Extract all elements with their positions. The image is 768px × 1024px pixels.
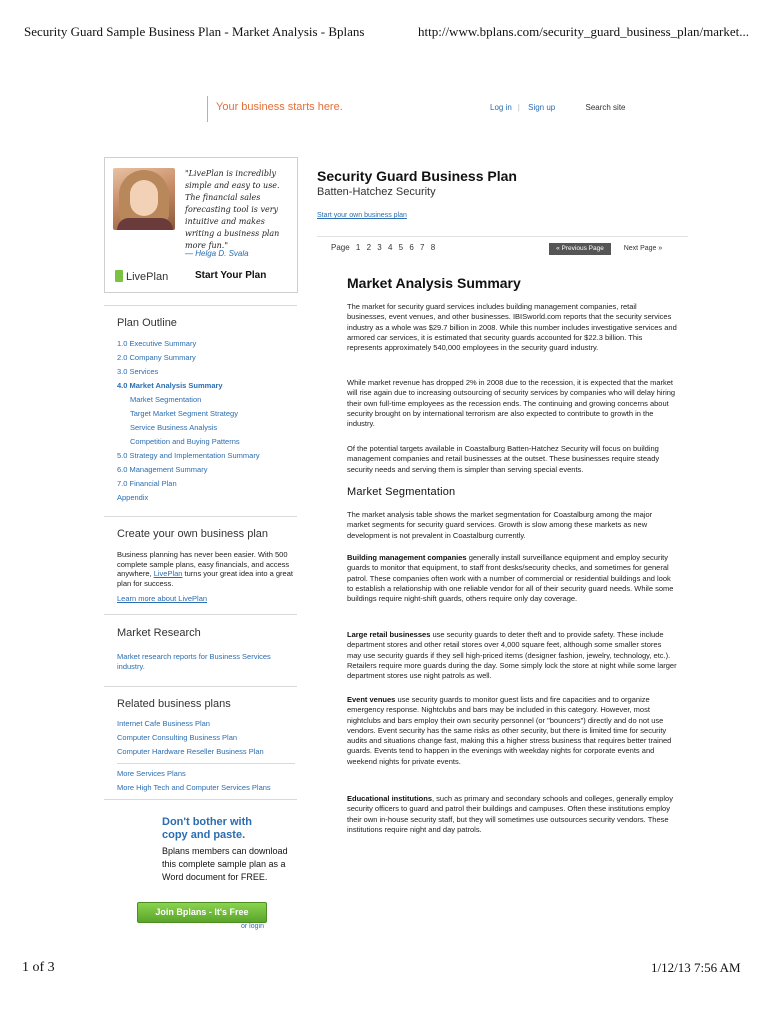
join-bplans-button[interactable]: Join Bplans - It's Free: [137, 902, 267, 923]
page-link-1[interactable]: 1: [355, 243, 361, 252]
plan-outline-heading: Plan Outline: [117, 317, 177, 329]
liveplan-logo-icon: [115, 270, 123, 282]
segment-text: use security guards to monitor guest lists and fire capacities and to organize emergency response. Nightclubs and bars may be included in this category. However, most nightclubs and bars employ their own security personnel (or "bouncers") directly and do not use vendors. Event security has the same risks as other security, but there is limited time for security audits and situations change fast, making this a higher stress business that requires better trained guards. Events tend to happen in the evenings with weekday nights for corporate events and weekend nights for private events.: [347, 695, 672, 766]
sidebar-divider: [104, 614, 297, 615]
link-separator: |: [517, 103, 520, 112]
pager-divider: [317, 236, 688, 237]
more-plans-link[interactable]: More Services Plans: [117, 769, 186, 778]
page-label: Page: [331, 243, 350, 252]
testimonial-author: — Helga D. Svala: [185, 249, 249, 258]
print-header-url: http://www.bplans.com/security_guard_business_plan/market...: [418, 24, 749, 39]
sidebar-divider: [104, 305, 297, 306]
sidebar-divider: [104, 686, 297, 687]
outline-item-company-summary[interactable]: 2.0 Company Summary: [117, 353, 196, 362]
outline-item-appendix[interactable]: Appendix: [117, 493, 149, 502]
segment-text: generally install surveillance equipment and employ security guards to monitor that equipment, to staff front desks/security checks, and sometimes for general patrol. These companies often work with a number of commercial or residential buildings and look to establish a relationship with one reliable vendor for all of their security guard needs. While some buildings require night-shift guards, others require only day coverage.: [347, 553, 674, 604]
paragraph: While market revenue has dropped 2% in 2008 due to the recession, it is expected that the market will rise again due to increasing outsourcing of security services by companies who will delay hiring their own full-time employees as the recession ends. The continuing and growing concerns about security brought on by international terrorism are also expected to contribute to growth in the industry.: [347, 378, 676, 429]
plan-title: Security Guard Business Plan: [317, 168, 517, 184]
liveplan-logo[interactable]: [115, 270, 168, 283]
promo-login-link[interactable]: or login: [241, 923, 264, 930]
page-link-3[interactable]: 3: [377, 243, 382, 252]
promo-body: Bplans members can download this complete sample plan as a Word document for FREE.: [162, 846, 288, 882]
segment-text: , such as primary and secondary schools and colleges, generally employ security officers to guard and patrol their buildings and campuses. Often these institutions employ their own in-house security staff, but they will sometimes use outsources security vendors. These institutions require night and day patrols.: [347, 794, 673, 834]
paragraph: The market analysis table shows the market segmentation for Coastalburg among the major market segments for security guard services. Growth is slow among these markets as new development is not prevalent in Coastalburg currently.: [347, 510, 653, 540]
segment-paragraph: [347, 553, 677, 604]
outline-item-services[interactable]: 3.0 Services: [117, 367, 159, 376]
page-link-5[interactable]: 5: [398, 243, 404, 252]
market-research-link[interactable]: Market research reports for Business Services industry.: [117, 652, 271, 671]
login-link[interactable]: Log in: [490, 103, 512, 112]
related-plan-link[interactable]: Internet Cafe Business Plan: [117, 719, 210, 728]
related-divider: [117, 763, 295, 764]
related-plans-list: [117, 717, 264, 759]
market-research-heading: Market Research: [117, 627, 201, 639]
search-input[interactable]: Search site: [585, 103, 626, 112]
page-link-8[interactable]: 8: [430, 243, 436, 252]
outline-item-market-segmentation[interactable]: Market Segmentation: [130, 395, 202, 404]
segment-paragraph: [347, 630, 677, 681]
segment-title: Event venues: [347, 695, 396, 704]
create-plan-text-start: Business planning has never been easier. With 500 complete sample plans, easy financials, and access anywhere,: [117, 550, 290, 578]
start-business-plan-link[interactable]: Start your own business plan: [317, 212, 407, 219]
site-tagline[interactable]: Your business starts here.: [216, 101, 343, 113]
account-links: [490, 103, 632, 112]
signup-link[interactable]: Sign up: [528, 103, 556, 112]
segment-title: Educational institutions: [347, 794, 433, 803]
segment-paragraph: [347, 695, 677, 767]
related-plan-link[interactable]: Computer Hardware Reseller Business Plan: [117, 747, 264, 756]
related-plans-heading: Related business plans: [117, 698, 231, 710]
sidebar-divider: [104, 799, 297, 800]
learn-more-liveplan-link[interactable]: Learn more about LivePlan: [117, 594, 208, 603]
related-plan-link[interactable]: Computer Consulting Business Plan: [117, 733, 238, 742]
brand-bar: [207, 96, 343, 122]
plan-outline-list: [117, 337, 260, 505]
page-link-4[interactable]: 4: [387, 243, 393, 252]
section-title: Market Analysis Summary: [347, 275, 521, 291]
liveplan-logo-text: LivePlan: [126, 271, 169, 283]
more-plans-list: [117, 767, 271, 795]
promo-heading: Don't bother with copy and paste.: [162, 816, 252, 841]
testimonial-quote: "LivePlan is incredibly simple and easy to use. The financial sales forecasting tool is very intuitive and makes writing a business plan more fun.": [185, 169, 280, 250]
liveplan-testimonial: [104, 157, 298, 293]
outline-item-competition[interactable]: Competition and Buying Patterns: [130, 437, 240, 446]
segment-paragraph: [347, 794, 677, 835]
segment-text: use security guards to deter theft and to provide safety. These include department stores and other retail stores over 4,000 square feet, although some smaller stores may use security guards if they sell high-priced items (designer fashion, jewelry, technology, etc.). Retailers require more guards during the day. Some simply lock the store at night while some larger department stores use night patrols as well.: [347, 630, 677, 681]
more-plans-link[interactable]: More High Tech and Computer Services Plans: [117, 783, 271, 792]
segment-title: Large retail businesses: [347, 630, 431, 639]
page-link-2[interactable]: 2: [366, 243, 372, 252]
create-plan-heading: Create your own business plan: [117, 528, 269, 540]
print-footer-page-count: 1 of 3: [22, 960, 55, 975]
outline-item-financial-plan[interactable]: 7.0 Financial Plan: [117, 479, 177, 488]
outline-item-target-market[interactable]: Target Market Segment Strategy: [130, 409, 238, 418]
sidebar-divider: [104, 516, 297, 517]
segment-title: Building management companies: [347, 553, 467, 562]
print-footer-timestamp: 1/12/13 7:56 AM: [651, 960, 741, 975]
plan-company-name: Batten-Hatchez Security: [317, 186, 436, 198]
liveplan-link[interactable]: LivePlan: [153, 569, 183, 578]
page-link-7[interactable]: 7: [420, 243, 425, 252]
previous-page-button[interactable]: « Previous Page: [549, 243, 611, 255]
print-header-title: Security Guard Sample Business Plan - Market Analysis - Bplans: [24, 24, 365, 39]
outline-item-market-analysis[interactable]: 4.0 Market Analysis Summary: [117, 381, 223, 390]
outline-item-executive-summary[interactable]: 1.0 Executive Summary: [117, 339, 197, 348]
create-plan-text-end: turns your great idea into a great plan for success.: [117, 569, 293, 588]
pagination: [331, 243, 435, 252]
outline-item-strategy[interactable]: 5.0 Strategy and Implementation Summary: [117, 451, 260, 460]
page-link-6[interactable]: 6: [409, 243, 414, 252]
paragraph: Of the potential targets available in Coastalburg Batten-Hatchez Security will focus on building management companies and retail businesses at the outset. These businesses require steady security needs and serving them is simpler than serving special events.: [347, 444, 660, 474]
testimonial-photo: [113, 168, 175, 230]
subsection-title: Market Segmentation: [347, 486, 456, 498]
start-your-plan-link[interactable]: Start Your Plan: [195, 270, 267, 281]
create-plan-text: [117, 550, 295, 588]
outline-item-service-analysis[interactable]: Service Business Analysis: [130, 423, 218, 432]
paragraph: The market for security guard services includes building management companies, retail businesses, event venues, and other businesses. IBISworld.com reports that the security services industry as a whole was $29.7 billion in 2008. While this number includes investigative services and armored car services, it is estimated that security guards accounted for $22.3 billion. This represents approximately 540,000 employees in the security guard industry.: [347, 302, 677, 353]
outline-item-management[interactable]: 6.0 Management Summary: [117, 465, 208, 474]
next-page-button[interactable]: Next Page »: [623, 245, 663, 252]
